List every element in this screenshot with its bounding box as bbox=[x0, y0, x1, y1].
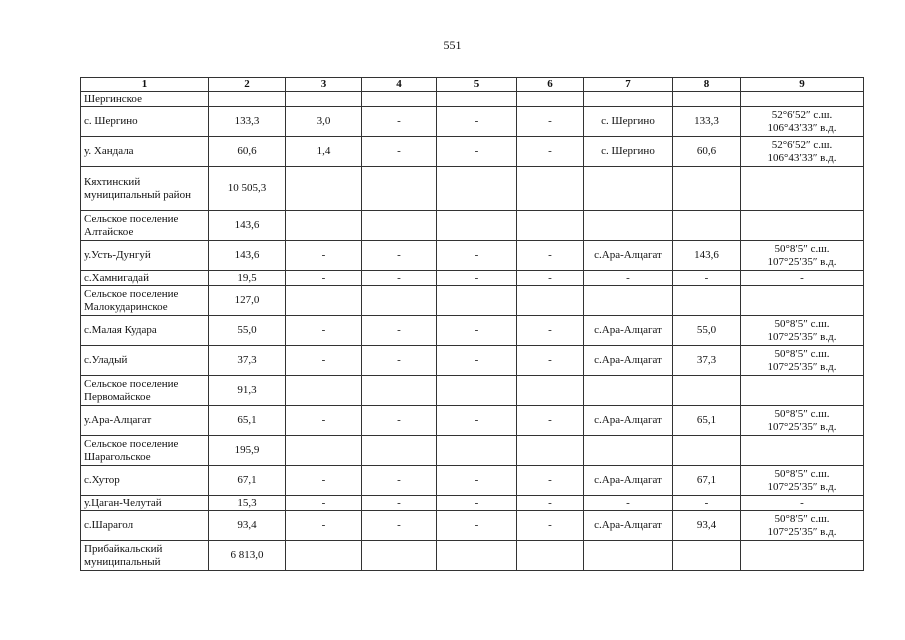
col3-cell bbox=[286, 211, 362, 241]
header-row bbox=[81, 78, 864, 92]
col5-cell: - bbox=[437, 496, 517, 511]
col4-cell bbox=[362, 167, 437, 211]
col3-cell: - bbox=[286, 241, 362, 271]
center-settlement-cell: - bbox=[584, 496, 673, 511]
column-header: 9 bbox=[741, 78, 864, 92]
col5-cell: - bbox=[437, 241, 517, 271]
col3-cell bbox=[286, 286, 362, 316]
table-row bbox=[81, 286, 864, 316]
coordinates-cell bbox=[741, 241, 864, 271]
col4-cell: - bbox=[362, 346, 437, 376]
col8-cell bbox=[673, 211, 741, 241]
coordinates-cell bbox=[741, 406, 864, 436]
col5-cell bbox=[437, 541, 517, 571]
col3-cell bbox=[286, 541, 362, 571]
col4-cell: - bbox=[362, 466, 437, 496]
coordinates-cell bbox=[741, 211, 864, 241]
settlement-name-cell: у.Ара-Алцагат bbox=[81, 406, 209, 436]
center-settlement-cell: с. Шергино bbox=[584, 107, 673, 137]
column-header: 2 bbox=[209, 78, 286, 92]
col3-cell: - bbox=[286, 496, 362, 511]
col5-cell: - bbox=[437, 107, 517, 137]
area-cell: 195,9 bbox=[209, 436, 286, 466]
col4-cell: - bbox=[362, 137, 437, 167]
col3-cell bbox=[286, 376, 362, 406]
col8-cell: - bbox=[673, 496, 741, 511]
area-cell: 143,6 bbox=[209, 211, 286, 241]
col8-cell: 55,0 bbox=[673, 316, 741, 346]
latitude-text: 52°6′52″ с.ш. bbox=[771, 108, 833, 121]
settlement-name-cell: Прибайкальский муниципальный bbox=[81, 541, 209, 571]
col8-cell: 143,6 bbox=[673, 241, 741, 271]
table-row bbox=[81, 541, 864, 571]
col8-cell: 37,3 bbox=[673, 346, 741, 376]
col3-cell: 1,4 bbox=[286, 137, 362, 167]
area-cell: 15,3 bbox=[209, 496, 286, 511]
settlement-name-cell: Сельское поселение Малокударинское bbox=[81, 286, 209, 316]
col5-cell bbox=[437, 167, 517, 211]
col6-cell bbox=[517, 286, 584, 316]
settlement-name-cell: у.Усть-Дунгуй bbox=[81, 241, 209, 271]
col6-cell bbox=[517, 167, 584, 211]
col6-cell: - bbox=[517, 406, 584, 436]
col4-cell bbox=[362, 92, 437, 107]
table-row bbox=[81, 316, 864, 346]
page-number: 551 bbox=[443, 38, 462, 52]
center-settlement-cell: с.Ара-Алцагат bbox=[584, 241, 673, 271]
column-header: 1 bbox=[81, 78, 209, 92]
col3-cell: - bbox=[286, 511, 362, 541]
table-row bbox=[81, 167, 864, 211]
area-cell: 143,6 bbox=[209, 241, 286, 271]
col3-cell bbox=[286, 167, 362, 211]
area-cell: 65,1 bbox=[209, 406, 286, 436]
col4-cell bbox=[362, 436, 437, 466]
col5-cell: - bbox=[437, 466, 517, 496]
col4-cell: - bbox=[362, 271, 437, 286]
col6-cell bbox=[517, 211, 584, 241]
col4-cell: - bbox=[362, 107, 437, 137]
latitude-text: 50°8′5″ с.ш. bbox=[774, 347, 830, 360]
col6-cell: - bbox=[517, 107, 584, 137]
settlement-name-cell: Шергинское bbox=[81, 92, 209, 107]
col3-cell: - bbox=[286, 316, 362, 346]
col4-cell bbox=[362, 286, 437, 316]
area-cell: 67,1 bbox=[209, 466, 286, 496]
latitude-text: 52°6′52″ с.ш. bbox=[771, 138, 833, 151]
col3-cell: - bbox=[286, 346, 362, 376]
col8-cell: 93,4 bbox=[673, 511, 741, 541]
column-header: 5 bbox=[437, 78, 517, 92]
col6-cell bbox=[517, 436, 584, 466]
col6-cell: - bbox=[517, 137, 584, 167]
longitude-text: 107°25′35″ в.д. bbox=[767, 480, 837, 493]
coordinates-cell bbox=[741, 316, 864, 346]
col8-cell bbox=[673, 286, 741, 316]
center-settlement-cell: с.Ара-Алцагат bbox=[584, 346, 673, 376]
col6-cell: - bbox=[517, 511, 584, 541]
center-settlement-cell: с.Ара-Алцагат bbox=[584, 466, 673, 496]
col6-cell bbox=[517, 376, 584, 406]
settlement-name-cell: Сельское поселение Шарагольское bbox=[81, 436, 209, 466]
col4-cell bbox=[362, 376, 437, 406]
col6-cell bbox=[517, 92, 584, 107]
col4-cell bbox=[362, 541, 437, 571]
col8-cell: 60,6 bbox=[673, 137, 741, 167]
col3-cell: - bbox=[286, 271, 362, 286]
center-settlement-cell bbox=[584, 211, 673, 241]
longitude-text: 107°25′35″ в.д. bbox=[767, 330, 837, 343]
coordinates-cell bbox=[741, 496, 864, 511]
col3-cell: - bbox=[286, 406, 362, 436]
area-cell: 91,3 bbox=[209, 376, 286, 406]
col6-cell: - bbox=[517, 271, 584, 286]
data-table bbox=[80, 77, 864, 571]
center-settlement-cell bbox=[584, 92, 673, 107]
latitude-text: 50°8′5″ с.ш. bbox=[774, 512, 830, 525]
col3-cell: 3,0 bbox=[286, 107, 362, 137]
col3-cell bbox=[286, 92, 362, 107]
coordinates-cell bbox=[741, 286, 864, 316]
table-row bbox=[81, 241, 864, 271]
col5-cell: - bbox=[437, 346, 517, 376]
col8-cell bbox=[673, 436, 741, 466]
settlement-name-cell: с.Хутор bbox=[81, 466, 209, 496]
area-cell: 37,3 bbox=[209, 346, 286, 376]
settlement-name-cell: у. Хандала bbox=[81, 137, 209, 167]
col4-cell: - bbox=[362, 511, 437, 541]
col8-cell bbox=[673, 541, 741, 571]
longitude-text: 106°43′33″ в.д. bbox=[767, 151, 837, 164]
area-cell: 55,0 bbox=[209, 316, 286, 346]
settlement-name-cell: с.Шарагол bbox=[81, 511, 209, 541]
latitude-text: 50°8′5″ с.ш. bbox=[774, 407, 830, 420]
table-row bbox=[81, 271, 864, 286]
longitude-text: 106°43′33″ в.д. bbox=[767, 121, 837, 134]
coordinates-cell bbox=[741, 346, 864, 376]
col4-cell bbox=[362, 211, 437, 241]
center-settlement-cell bbox=[584, 376, 673, 406]
coordinates-cell bbox=[741, 92, 864, 107]
settlement-name-cell: с.Малая Кудара bbox=[81, 316, 209, 346]
col6-cell: - bbox=[517, 466, 584, 496]
col8-cell bbox=[673, 167, 741, 211]
col4-cell: - bbox=[362, 316, 437, 346]
coordinates-cell bbox=[741, 541, 864, 571]
table-row bbox=[81, 511, 864, 541]
table-row bbox=[81, 211, 864, 241]
col5-cell bbox=[437, 286, 517, 316]
coordinates-cell bbox=[741, 376, 864, 406]
longitude-text: 107°25′35″ в.д. bbox=[767, 420, 837, 433]
settlement-name-cell: у.Цаган-Челутай bbox=[81, 496, 209, 511]
area-cell: 10 505,3 bbox=[209, 167, 286, 211]
col8-cell: 133,3 bbox=[673, 107, 741, 137]
table-row bbox=[81, 466, 864, 496]
col5-cell bbox=[437, 376, 517, 406]
area-cell: 60,6 bbox=[209, 137, 286, 167]
longitude-text: 107°25′35″ в.д. bbox=[767, 255, 837, 268]
column-header: 3 bbox=[286, 78, 362, 92]
col4-cell: - bbox=[362, 406, 437, 436]
center-settlement-cell: - bbox=[584, 271, 673, 286]
latitude-text: - bbox=[800, 496, 804, 509]
column-header: 7 bbox=[584, 78, 673, 92]
area-cell bbox=[209, 92, 286, 107]
col8-cell bbox=[673, 376, 741, 406]
table-row bbox=[81, 406, 864, 436]
col5-cell: - bbox=[437, 137, 517, 167]
center-settlement-cell bbox=[584, 167, 673, 211]
col5-cell: - bbox=[437, 511, 517, 541]
center-settlement-cell: с.Ара-Алцагат bbox=[584, 511, 673, 541]
column-header: 4 bbox=[362, 78, 437, 92]
col6-cell: - bbox=[517, 496, 584, 511]
col3-cell: - bbox=[286, 466, 362, 496]
area-cell: 133,3 bbox=[209, 107, 286, 137]
table-row bbox=[81, 376, 864, 406]
center-settlement-cell bbox=[584, 541, 673, 571]
latitude-text: 50°8′5″ с.ш. bbox=[774, 467, 830, 480]
coordinates-cell bbox=[741, 107, 864, 137]
coordinates-cell bbox=[741, 137, 864, 167]
table-row bbox=[81, 346, 864, 376]
coordinates-cell bbox=[741, 271, 864, 286]
table-row bbox=[81, 496, 864, 511]
area-cell: 19,5 bbox=[209, 271, 286, 286]
latitude-text: 50°8′5″ с.ш. bbox=[774, 242, 830, 255]
column-header: 8 bbox=[673, 78, 741, 92]
table-row bbox=[81, 436, 864, 466]
center-settlement-cell: с. Шергино bbox=[584, 137, 673, 167]
center-settlement-cell: с.Ара-Алцагат bbox=[584, 406, 673, 436]
col4-cell: - bbox=[362, 496, 437, 511]
center-settlement-cell: с.Ара-Алцагат bbox=[584, 316, 673, 346]
col3-cell bbox=[286, 436, 362, 466]
table-row bbox=[81, 92, 864, 107]
col4-cell: - bbox=[362, 241, 437, 271]
col8-cell: - bbox=[673, 271, 741, 286]
col8-cell: 65,1 bbox=[673, 406, 741, 436]
col6-cell: - bbox=[517, 241, 584, 271]
table-row bbox=[81, 107, 864, 137]
coordinates-cell bbox=[741, 167, 864, 211]
column-header: 6 bbox=[517, 78, 584, 92]
center-settlement-cell bbox=[584, 286, 673, 316]
col5-cell bbox=[437, 211, 517, 241]
coordinates-cell bbox=[741, 511, 864, 541]
area-cell: 6 813,0 bbox=[209, 541, 286, 571]
table-row bbox=[81, 137, 864, 167]
col8-cell bbox=[673, 92, 741, 107]
col5-cell: - bbox=[437, 271, 517, 286]
settlement-name-cell: Сельское поселение Алтайское bbox=[81, 211, 209, 241]
col5-cell bbox=[437, 92, 517, 107]
center-settlement-cell bbox=[584, 436, 673, 466]
col6-cell bbox=[517, 541, 584, 571]
latitude-text: 50°8′5″ с.ш. bbox=[774, 317, 830, 330]
col5-cell bbox=[437, 436, 517, 466]
longitude-text: 107°25′35″ в.д. bbox=[767, 525, 837, 538]
col6-cell: - bbox=[517, 316, 584, 346]
area-cell: 127,0 bbox=[209, 286, 286, 316]
coordinates-cell bbox=[741, 436, 864, 466]
settlement-name-cell: с.Хамнигадай bbox=[81, 271, 209, 286]
coordinates-cell bbox=[741, 466, 864, 496]
area-cell: 93,4 bbox=[209, 511, 286, 541]
settlement-name-cell: с.Уладый bbox=[81, 346, 209, 376]
col5-cell: - bbox=[437, 316, 517, 346]
settlement-name-cell: с. Шергино bbox=[81, 107, 209, 137]
latitude-text: - bbox=[800, 271, 804, 284]
longitude-text: 107°25′35″ в.д. bbox=[767, 360, 837, 373]
settlement-name-cell: Кяхтинский муниципальный район bbox=[81, 167, 209, 211]
col6-cell: - bbox=[517, 346, 584, 376]
table-body bbox=[81, 92, 864, 571]
col5-cell: - bbox=[437, 406, 517, 436]
col8-cell: 67,1 bbox=[673, 466, 741, 496]
settlement-name-cell: Сельское поселение Первомайское bbox=[81, 376, 209, 406]
